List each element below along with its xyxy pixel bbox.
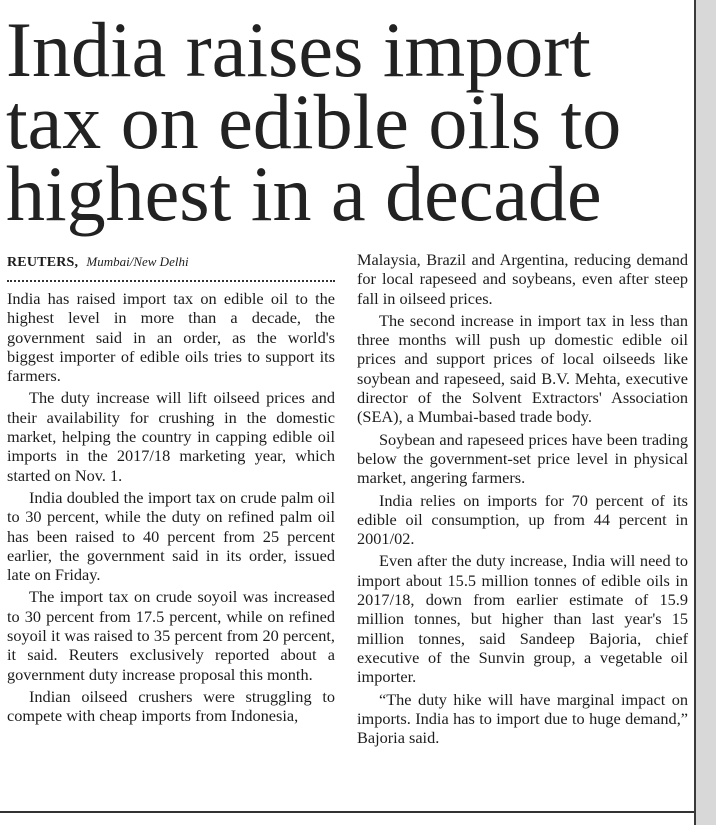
byline-agency: REUTERS, — [7, 255, 79, 270]
article-paragraph: India doubled the import tax on crude palm oil to 30 percent, while the duty on refined palm oil has been raised to 40 percent from 25 percent earlier, the government said in its order, issued late on Friday. — [7, 487, 335, 585]
article-paragraph: Indian oilseed crushers were struggling to compete with cheap imports from Indonesia, — [7, 686, 335, 726]
headline — [6, 6, 696, 237]
article-paragraph: India relies on imports for 70 percent of its edible oil consumption, up from 44 percent in 2001/02. — [357, 490, 688, 549]
page-edge — [694, 0, 716, 825]
article-paragraph: Even after the duty increase, India will need to import about 15.5 million tonnes of edible oils in 2017/18, down from earlier estimate of 15.9 million tonnes, but higher than last year's 15 million tonnes, said Sandeep Bajoria, chief executive of the Sunvin group, a vegetable oil importer. — [357, 551, 688, 687]
article-paragraph: Malaysia, Brazil and Argentina, reducing demand for local rapeseed and soybeans, even after steep fall in oilseed prices. — [357, 250, 688, 308]
article-paragraph: The import tax on crude soyoil was increased to 30 percent from 17.5 percent, while on refined soyoil it was raised to 35 percent from 20 percent, it said. Reuters exclusively reported about a government duty increase proposal this month. — [7, 587, 335, 684]
byline-divider — [7, 280, 335, 282]
bottom-rule — [0, 811, 694, 813]
article-paragraph: “The duty hike will have marginal impact on imports. India has to import due to huge demand,” Bajoria said. — [357, 689, 688, 748]
article-column-right — [357, 250, 688, 750]
byline — [7, 254, 189, 271]
article-column-left — [7, 289, 335, 729]
article-paragraph: The second increase in import tax in less than three months will push up domestic edible oil prices and support prices of local oilseeds like soybean and rapeseed, said B.V. Mehta, executive director of the Solvent Extractors' Association (SEA), a Mumbai-based trade body. — [357, 310, 688, 427]
article-paragraph: India has raised import tax on edible oil to the highest level in more than a decade, the government said in an order, as the world's biggest importer of edible oils tries to support its farmers. — [7, 289, 335, 386]
headline-line: tax on edible oils to — [6, 78, 622, 165]
article-paragraph: The duty increase will lift oilseed prices and their availability for crushing in the domestic market, helping the country in capping edible oil imports in the 2017/18 marketing year, which started on Nov. 1. — [7, 388, 335, 485]
headline-line: India raises import — [6, 6, 591, 93]
article-paragraph: Soybean and rapeseed prices have been trading below the government-set price level in physical market, angering farmers. — [357, 429, 688, 488]
byline-dateline: Mumbai/New Delhi — [86, 254, 189, 269]
headline-line: highest in a decade — [6, 150, 602, 237]
